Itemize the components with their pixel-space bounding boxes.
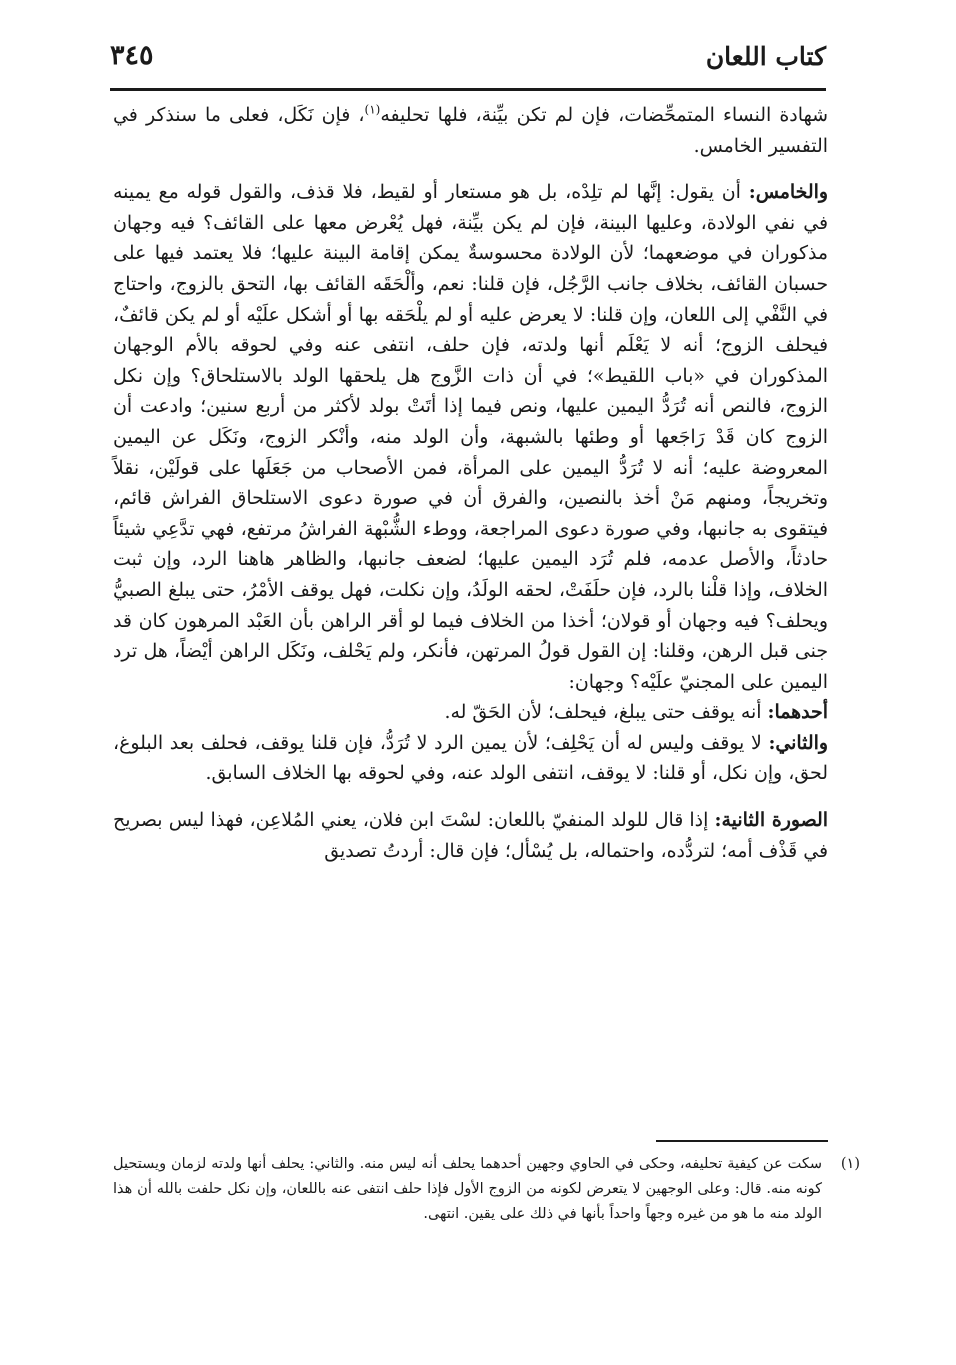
running-title: كتاب اللعان: [705, 42, 826, 71]
paragraph-first-view-text: أنه يوقف حتى يبلغ، فيحلف؛ لأن الحَقّ له.: [444, 701, 768, 724]
footnote-number: (١): [840, 1156, 860, 1172]
page-header: [110, 38, 826, 91]
page-number: ٣٤٥: [110, 40, 154, 71]
footnote-text: سكت عن كيفية تحليفه، وحكى في الحاوي وجهين أحدهما يحلف أنه ليس منه. والثاني: يحلف أنها ولدته لزمان ويستحيل كونه منه. قال: وعلى الوجهين لا يتعرض لكونه من الزوج الأول فإذا حلف انتفى عنه باللعان، وإن نكل حلفت بالله أن هذا الولد منه ما هو من غيره وجهاً واحداً بأنها في ذلك على يقين. انتهى.: [113, 1156, 822, 1222]
paragraph-fifth: [113, 177, 828, 697]
paragraph-second-case-lead: الصورة الثانية:: [714, 809, 829, 832]
paragraph-second-view-text: لا يوقف وليس له أن يَحْلِف؛ لأن يمين الرد لا تُرَدُّ، فإن قلنا يوقف، فحلف بعد البلوغ، لحق، وإن نكل، أو قلنا: لا يوقف، انتفى الولد عنه، وفي لحوقه بها الخلاف السابق.: [113, 731, 828, 785]
paragraph-first-view: [113, 697, 828, 728]
footnote-divider: [656, 1140, 828, 1142]
paragraph-1: [113, 100, 828, 161]
paragraph-second-case-text: إذا قال للولد المنفيّ باللعان: لسْتَ ابن فلان، يعني المُلاعِن، فهذا ليس بصريح في قَذْف أمه؛ لتردُّده، واحتماله، بل يُسْأل؛ فإن قال: أردتُ تصديق: [113, 809, 828, 862]
paragraph-second-view: [113, 728, 828, 789]
paragraph-1-text-a: شهادة النساء المتمحِّضات، فإن لم تكن بيِّنة، فلها تحليفه: [380, 104, 829, 126]
paragraph-second-view-lead: والثاني:: [768, 731, 828, 754]
paragraph-fifth-text: أن يقول: إنَّها لم تلِدْه، بل هو مستعار أو لقيط، فلا قذف، والقول قوله مع يمينه في نفي الولادة، وعليها البينة، فإن لم يكن بيِّنة، فهل يُعْرض معها على القائف؟ فيه وجهان مذكوران في موضعهما؛ لأن الولادة محسوسةٌ يمكن إقامة البينة عليها؛ فلا يعتمد فيها على حسبان القائف، بخلاف جانب الرَّجُل، فإن قلنا: نعم، وألْحَقَه القائف بها، التحق بالزوج، واحتاج في النَّفْي إلى اللعان، وإن قلنا: لا يعرض عليه أو لم يلْحَقه بها أو أشكل علَيْه أو لم يكن قائفٌ، فيحلف الزوج؛ أنه لا يَعْلَم أنها ولدته، فإن حلف، انتفى عنه وفي لحوقه بالأم الوجهان المذكوران في «باب اللقيط»؛ في أن ذات الزَّوج هل يلحقها الولد بالاستلحاق؟ وإن نكل الزوج، فالنص أنه تُرَدُّ اليمين عليها، ونص فيما إذا أتَتْ بولد لأكثر من أربع سنين؛ وادعت أن الزوج كان قَدْ رَاجَعها أو وطئها بالشبهة، وأن الولد منه، وأنْكر الزوج، ونَكَل عن اليمين المعروضة عليه؛ أنه لا تُرَدُّ اليمين على المرأة، فمن الأصحاب من جَعَلَها على قولَيْن، نقلاً وتخريجاً، ومنهم مَنْ أخذ بالنصين، والفرق أن في صورة دعوى الاستلحاق الفراش قائم، فيتقوى به جانبها، وفي صورة دعوى المراجعة، ووطء الشُّبْهة الفراشُ مرتفع، فهي تدَّعِي شيئاً حادثاً، والأصل عدمه، فلم تُرَد اليمين عليها؛ لضعف جانبها، والظاهر هاهنا الرد، وإن ثبت الخلاف، وإذا قلْنا بالرد، فإن حلَفَتْ، لحقه الولَدُ، وإن نكلت، فهل يوقف الأمْرُ، حتى يبلغ الصبيُّ ويحلف؟ فيه وجهان أو قولان؛ أخذا من الخلاف فيما لو أقر الراهن بأن العَبْد المرهون كان قد جنى قبل الرهن، وقلنا: إن القول قولُ المرتهن، فأنكر، ولم يَحْلف، ونَكَل الراهن أيْضاً، هل ترد اليمين على المجنيّ علَيْه؟ وجهان:: [113, 181, 828, 693]
main-text: [113, 100, 828, 866]
paragraph-first-view-lead: أحدهما:: [767, 701, 828, 724]
paragraph-second-case: [113, 805, 828, 866]
footnote: [113, 1152, 860, 1226]
paragraph-1-text-b: ، فإن نَكَل، فعلى ما سنذكر في التفسير الخامس.: [113, 104, 828, 157]
paragraph-fifth-lead: والخامس:: [748, 181, 828, 204]
footnote-marker: (١): [364, 102, 381, 117]
